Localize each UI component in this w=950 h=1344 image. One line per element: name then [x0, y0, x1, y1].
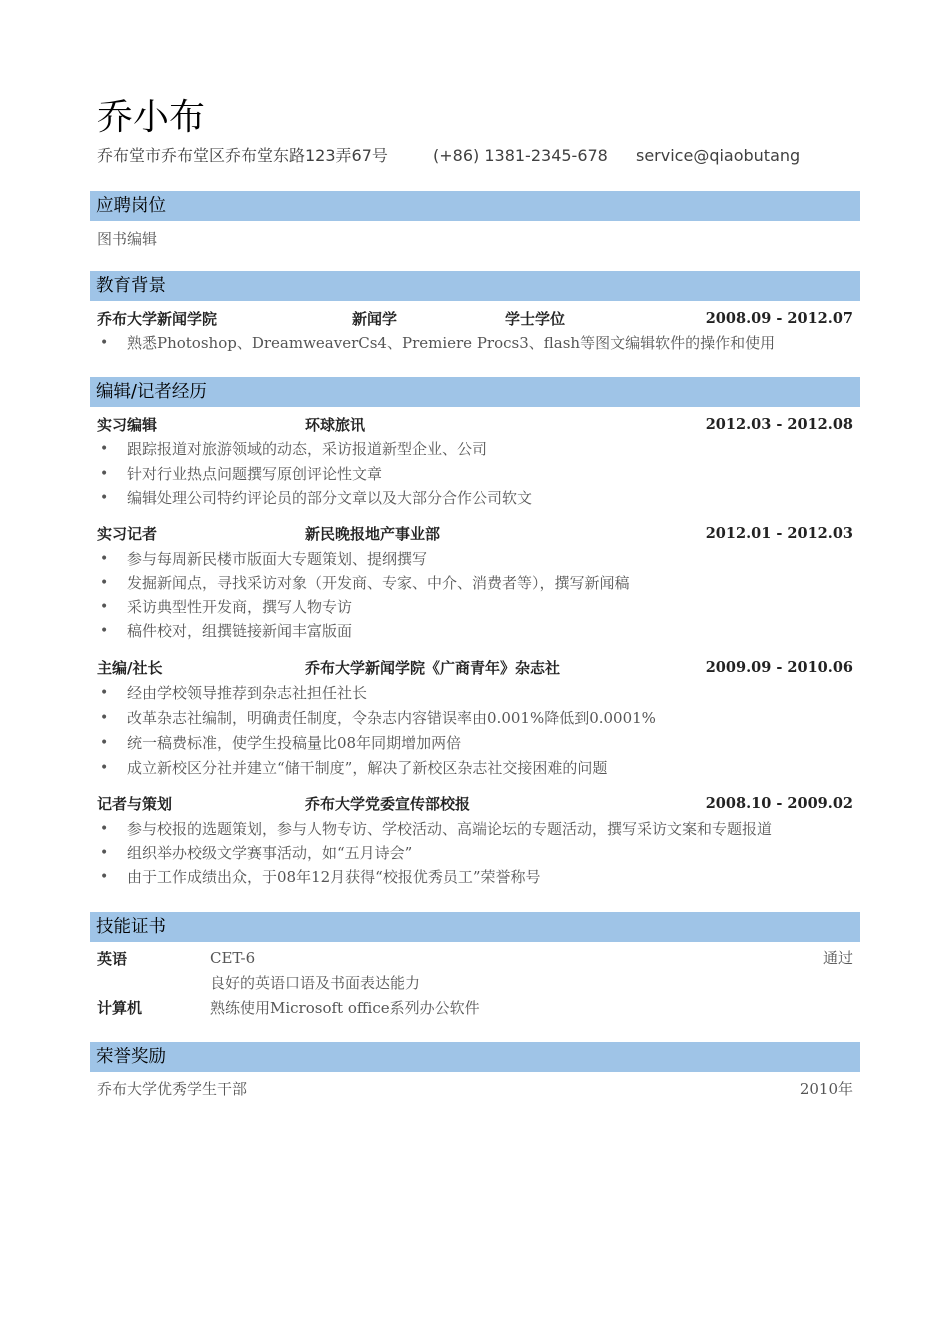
skill-english-result: 通过 — [822, 949, 853, 967]
list-item: 参与每周新民楼市版面大专题策划、提纲撰写 — [127, 550, 428, 568]
skill-label-english: 英语 — [97, 950, 128, 968]
experience-org: 乔布大学新闻学院《广商青年》杂志社 — [305, 659, 561, 677]
list-item: 改革杂志社编制，明确责任制度，令杂志内容错误率由0.001%降低到0.0001% — [127, 709, 656, 727]
experience-org: 新民晚报地产事业部 — [305, 525, 441, 543]
section-title: 应聘岗位 — [96, 196, 166, 216]
experience-date: 2008.10 - 2009.02 — [705, 795, 853, 812]
list-item: 经由学校领导推荐到杂志社担任社长 — [127, 684, 368, 702]
experience-role: 实习编辑 — [97, 416, 158, 434]
list-item: 熟悉Photoshop、DreamweaverCs4、Premiere Procs3、flash等图文编辑软件的操作和使用 — [127, 334, 776, 352]
bullet-icon: • — [100, 466, 109, 482]
experience-date: 2012.03 - 2012.08 — [705, 416, 853, 433]
list-item: 采访典型性开发商，撰写人物专访 — [127, 598, 353, 616]
honor-item: 乔布大学优秀学生干部 — [97, 1080, 248, 1098]
section-education-header — [90, 271, 860, 301]
experience-role: 实习记者 — [97, 525, 158, 543]
bullet-icon: • — [100, 335, 109, 351]
section-experience-header — [90, 377, 860, 407]
list-item: 由于工作成绩出众，于08年12月获得“校报优秀员工”荣誉称号 — [127, 868, 541, 886]
bullet-icon: • — [100, 845, 109, 861]
job-position: 图书编辑 — [97, 230, 158, 248]
skill-english-cert: CET-6 — [210, 949, 256, 967]
list-item: 针对行业热点问题撰写原创评论性文章 — [127, 465, 383, 483]
skill-computer-desc: 熟练使用Microsoft office系列办公软件 — [210, 999, 480, 1017]
list-item: 编辑处理公司特约评论员的部分文章以及大部分合作公司软文 — [127, 489, 533, 507]
bullet-icon: • — [100, 869, 109, 885]
experience-date: 2012.01 - 2012.03 — [705, 525, 853, 542]
section-title: 教育背景 — [96, 276, 166, 296]
bullet-icon: • — [100, 490, 109, 506]
email: service@qiaobutang — [636, 146, 801, 165]
bullet-icon: • — [100, 441, 109, 457]
list-item: 统一稿费标准，使学生投稿量比08年同期增加两倍 — [127, 734, 462, 752]
bullet-icon: • — [100, 821, 109, 837]
list-item: 成立新校区分社并建立“储干制度”，解决了新校区杂志社交接困难的问题 — [127, 759, 608, 777]
bullet-icon: • — [100, 685, 109, 701]
list-item: 跟踪报道对旅游领域的动态，采访报道新型企业、公司 — [127, 440, 488, 458]
bullet-icon: • — [100, 599, 109, 615]
list-item: 发掘新闻点，寻找采访对象（开发商、专家、中介、消费者等），撰写新闻稿 — [127, 574, 630, 592]
phone: (+86) 1381-2345-678 — [433, 146, 608, 165]
list-item: 组织举办校级文学赛事活动，如“五月诗会” — [127, 844, 413, 862]
candidate-name: 乔小布 — [97, 97, 206, 138]
experience-role: 记者与策划 — [97, 795, 173, 813]
section-honors-header — [90, 1042, 860, 1072]
skill-english-desc: 良好的英语口语及书面表达能力 — [210, 974, 421, 992]
school-name: 乔布大学新闻学院 — [97, 310, 218, 328]
section-title: 编辑/记者经历 — [96, 382, 207, 402]
bullet-icon: • — [100, 710, 109, 726]
address: 乔布堂市乔布堂区乔布堂东路123弄67号 — [97, 146, 388, 165]
list-item: 稿件校对，组撰链接新闻丰富版面 — [127, 622, 353, 640]
bullet-icon: • — [100, 735, 109, 751]
bullet-icon: • — [100, 623, 109, 639]
list-item: 参与校报的选题策划，参与人物专访、学校活动、高端论坛的专题活动，撰写采访文案和专题报道 — [127, 820, 773, 838]
skill-label-computer: 计算机 — [97, 999, 143, 1017]
experience-org: 环球旅讯 — [305, 416, 366, 434]
experience-date: 2009.09 - 2010.06 — [705, 659, 853, 676]
experience-role: 主编/社长 — [97, 659, 163, 677]
bullet-icon: • — [100, 551, 109, 567]
education-date: 2008.09 - 2012.07 — [705, 310, 853, 327]
degree: 学士学位 — [505, 310, 566, 328]
section-title: 荣誉奖励 — [96, 1047, 166, 1067]
section-job-header — [90, 191, 860, 221]
experience-org: 乔布大学党委宣传部校报 — [305, 795, 471, 813]
section-skills-header — [90, 912, 860, 942]
bullet-icon: • — [100, 760, 109, 776]
honor-year: 2010年 — [799, 1080, 853, 1098]
bullet-icon: • — [100, 575, 109, 591]
section-title: 技能证书 — [96, 917, 166, 937]
major: 新闻学 — [352, 310, 398, 328]
